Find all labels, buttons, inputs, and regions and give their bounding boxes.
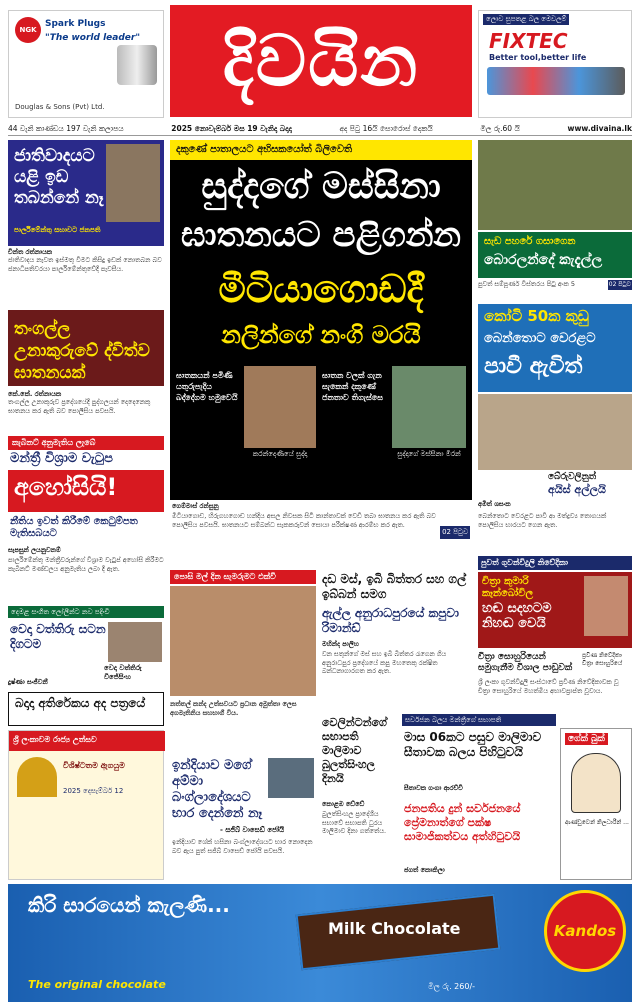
beef-author: මහින්ද පාලිහ (322, 640, 359, 648)
story-festival[interactable] (170, 570, 316, 750)
beef-headline2: ඇල්ල අනුරාධපුරයේ කපුවා රිමාන්ඩ් (322, 606, 459, 635)
bentota-caption1: බේරුවලිනුත් (548, 472, 597, 482)
racism-author: චින්ත රත්නායක (8, 248, 53, 256)
bentota-hl2: බෙන්තොට වෙරළට (484, 331, 596, 346)
ngk-ad[interactable] (8, 10, 164, 118)
vedda-photo (108, 622, 162, 662)
buddhist-event-ad[interactable] (8, 730, 164, 880)
sitawaka-kicker: සර්වජන බලය මන්ත්‍රීගේ සභාපති (402, 714, 556, 726)
premnath-author: ජගත් කොකිලා (404, 866, 445, 874)
cartoon-title: ගේක් බුක් (565, 733, 608, 745)
chitra-name: ප්‍රවීණ නිවේදිකා චිත්‍රා සොහුරියේ (582, 652, 623, 667)
fixtec-top: ලොව සුපතළ බල මෙවලම් (483, 14, 569, 25)
main-caption1: ඝාතකයන් පමිණි යතුරුපැදිය බද්දේගම හමුවෙයි (176, 371, 238, 402)
festival-tag: පොසි මල් දින සැමරුමට එක්වී (170, 570, 316, 584)
suspect-photo-1 (244, 366, 316, 448)
kandos-ad[interactable] (8, 884, 632, 1002)
story-premnath[interactable] (402, 800, 556, 880)
chitra-hl2: හඬ සදහටම නිහඬ වෙයි (482, 601, 552, 631)
drug-packs-photo (478, 394, 632, 470)
story-vedda[interactable] (8, 606, 164, 690)
story-racism[interactable] (8, 140, 164, 273)
chitra-kicker: පුවත් ගුවන්විදුලි නිවේදිකා (478, 556, 632, 570)
boralanda-body: පුවත් සම්පූර්ණ විස්තරය පිටු අංක 5 (478, 280, 576, 288)
boralanda-hl1: සැඩ පහරේ ගසාගෙන (484, 236, 576, 247)
vedda-kicker: දෙමළ සංගීත ලෝලීන්ට නව පදිංචි (8, 606, 164, 618)
pension-author: සැපසුන් ලයනුවනම් (8, 546, 61, 554)
tangalle-headline-box (8, 310, 164, 386)
main-line4: නලින්ගේ නංගි මරයි (221, 321, 421, 349)
chitra-headline-box (478, 572, 632, 648)
main-line1: සුද්දගේ මස්සිනා (201, 166, 441, 207)
tangalle-body: තංගල්ල උනාකුරුව ප්‍රදේශයේදී පුද්ගලයන් දෙදෙනෙකු ඝාතනය කර ඇති බව පොලීසිය පවසයි. (8, 398, 151, 415)
bentota-caption2: අයිස් අල්ලයි (548, 483, 606, 496)
date: 2025 නොවැම්බර් මස 19 වැනිදා බදාදා (171, 123, 292, 133)
racism-headline-box (8, 140, 164, 246)
kandos-headline: කිරි සාරයෙන් කැලණි... (28, 893, 230, 917)
story-boralanda[interactable] (478, 140, 632, 300)
story-tangalle[interactable] (8, 310, 164, 415)
price: මිල රු.60 යි (480, 123, 520, 133)
ngk-company: Douglas & Sons (Pvt) Ltd. (15, 103, 105, 111)
pension-headline: මන්ත්‍රී විශ්‍රාම වැටුප (10, 451, 113, 466)
supplement-headline: බදාදා අතිරේකය අද පත්‍රයේ (15, 696, 146, 710)
beef-body: වන සතුන්ගේ මස් සහ ඉබි බිත්තර රැගෙන ගිය අනුරාධපුර ප්‍රදේශයේ කපු මහතෙකු රක්ෂිත බන්ධනාගාරගත කර ඇත. (322, 650, 447, 675)
premnath-headline: ජනපතිය දුන් සර්වජනයේ ප්‍රේමනාත්ගේ පක්ෂ සාමාජිකත්වය අත්හිටුවයි (404, 802, 521, 843)
pages: අද පිටු 16යි සොරොස් දෙකයි (339, 123, 433, 133)
pension-kicker: කැබිනට් අනුමැතිය ලැබේ (8, 436, 164, 450)
cartoon[interactable] (560, 728, 632, 880)
kandos-logo-icon (544, 890, 626, 972)
story-india[interactable] (170, 754, 316, 880)
supplement-box[interactable] (8, 692, 164, 726)
story-beef[interactable] (320, 570, 472, 710)
vedda-author: දුෂ්ණා සංජීවනී (8, 678, 48, 686)
main-body-area[interactable] (170, 500, 472, 562)
fixtec-brand: FIXTEC (489, 29, 568, 53)
kandos-tagline: The original chocolate (28, 978, 166, 991)
ngk-logo-icon: NGK (15, 17, 41, 43)
bentota-hl3: පාවී ඇවිත් (484, 354, 583, 379)
fixtec-ad[interactable] (478, 10, 632, 118)
malimawa-body: බුලත්සිංහල ප්‍රාදේශීය සභාවේ සභාපති ධුරය මාලිමාව දිනා ගත්තේය. (322, 810, 387, 835)
main-caption2: ඝාතන වලක් ගැන සැකෙන් දකුණේ ජනතාව තිගැස්සෙ (322, 371, 383, 402)
event-title: විශිෂ්ටතම ඇගයුම (63, 761, 125, 770)
president-photo (106, 144, 160, 222)
hasina-photo (268, 758, 314, 798)
vedda-headline: වෙදා වත්තිරු සටන දිගටම (10, 622, 106, 651)
cartoon-figure-icon (571, 753, 621, 813)
chitra-sub: චිත්‍රා සොහුරියෙන් සමුගැනීම විශාල පාඩුවක් (478, 652, 573, 673)
event-date: 2025 දෙසැම්බර් 12 (63, 787, 124, 795)
bentota-hl1: කෝටි 50ක කුඩු (484, 307, 589, 325)
sitawaka-headline: මාස 06කට පසුව මාලිමාව සීතාවක බලය පිහිටුවයි (404, 730, 542, 759)
pension-sub: නීතිය ඉවත් කිරීමේ කෙටුම්පත මැතිසබයට (10, 516, 138, 539)
chitra-body: ශ්‍රී ලංකා ගුවන්විදුලි සංස්ථාවේ ප්‍රවීණ නිවේදිකාවක වූ චිත්‍රා සොහුරියේ මහත්මිය අභාවප්‍රාප්ත වූවාය. (478, 678, 619, 695)
main-story[interactable] (170, 140, 472, 500)
story-malimawa[interactable] (320, 714, 400, 880)
festival-photo (170, 586, 316, 696)
racism-body: ජාතිවාදය නැවත ඉස්මතු වීමට කිසිදු ඉඩක් නොතබන බව ජනාධිපතිවරයා පාර්ලිමේන්තුවේදී පැවසීය. (8, 256, 162, 273)
pension-abolished: අහෝසියි! (14, 473, 118, 501)
india-body: ඉන්දියාව ශේක් හසිනා බංග්ලාදේශයට භාර නොදෙන බව ඇය පුත් සජිබ් වාසෙඩ් ජෝයි පවසයි. (172, 838, 313, 855)
cartoon-speech: ආණ්ඩුවෙන් නිලධාරීන් ... (565, 819, 629, 826)
story-bentota[interactable] (478, 304, 632, 510)
volume: 44 වැනි කාණ්ඩය 197 වැනි කලාපය (8, 123, 124, 133)
kandos-logo-text: Kandos (553, 922, 617, 940)
main-line3: මීටියාගොඩදී (218, 267, 424, 311)
main-body: මීටියාගොඩ, හිරුගහගොඩ හන්දිය අසල නිවසක සිටි කාන්තාවක් වෙඩි තබා ඝාතනය කර ඇති බව පොලීසිය පවසයි. ඝාතනයට සම්බන්ධ සැකකරුවන් සොයා පරීක්ෂණ ආරම්භ කර ඇත. (172, 512, 436, 529)
racism-headline: ජාතිවාදයට යළි ඉඩ තබන්නේ නෑ (14, 146, 104, 208)
boralanda-page[interactable]: 02 පිටුව (608, 281, 631, 288)
main-page[interactable]: 02 පිටුව (440, 526, 470, 539)
tangalle-headline: තංගල්ල උනාකුරුවේ ද්විත්ව ඝාතනයක් (14, 319, 150, 383)
ngk-product: Spark Plugs (45, 19, 106, 29)
bentota-author: අමිත් ශසංක (478, 500, 511, 508)
main-kicker: දකුණේ පාතාලයට අභිසකයෝත් බිලිවෙති (170, 140, 472, 160)
pension-body: පාර්ලිමේන්තු මන්ත්‍රීවරුන්ගේ විශ්‍රාම වැටුප් අහෝසි කිරීමට කැබිනට් මණ්ඩලය අනුමැතිය ලබා දී ඇත. (8, 556, 164, 573)
beef-headline: දඩ මස්, ඉබි බිත්තර සහ ගල් ඉබ්බන් සමග (322, 572, 467, 601)
main-author: ගෙම්මාස් රන්සුනු (172, 502, 219, 510)
malimawa-author: කොළඹ ඩේඩේ (322, 800, 365, 808)
website[interactable]: www.divaina.lk (567, 124, 632, 133)
india-headline: ඉන්දියාව මගේ අම්මා බංග්ලාදේශයට භාර දෙන්නේ නෑ (172, 758, 263, 821)
chitra-photo (584, 576, 628, 636)
power-tools-icon (487, 67, 625, 95)
bentota-body: බෙන්තොට වෙරළට පාවී ආ මත්ද්‍රව්‍ය තොගයක් පොලිසිය භාරයට ගෙන ඇත. (478, 512, 607, 529)
event-headline: ශ්‍රී ලංකාවම රාජ්‍ය උත්සව (9, 731, 165, 751)
vedda-name: වෙදා වත්තිරු විජේසිංහ (104, 664, 142, 681)
dateline (8, 122, 632, 136)
masthead-title: දිවයින (222, 19, 420, 102)
suspect-name-1: කරන්දෙණියේ සුද්දා (252, 450, 308, 458)
india-quote: - සජිබ් වාසෙඩ් ජෝයි (220, 826, 285, 834)
temple-icon (17, 757, 57, 797)
fixtec-slogan: Better tool,better life (489, 53, 587, 62)
kandos-price: මිල රු. 260/- (428, 982, 476, 991)
masthead[interactable] (170, 5, 472, 117)
sitawaka-author: සීතාවක ගංගා ආරච්චි (404, 784, 463, 792)
racism-sub: පාර්ලිමේන්තු සභාවට ජනපති (14, 226, 101, 234)
story-pension[interactable] (8, 436, 164, 604)
kandos-product: Milk Chocolate (328, 919, 461, 938)
boralanda-headline-box (478, 232, 632, 278)
bentota-headline-box (478, 304, 632, 392)
boralanda-hl2: බොරලන්දේ කැදැල්ල (484, 252, 603, 268)
suspect-name-2: සුද්දාගේ මස්සිනා මීරන් (397, 450, 461, 458)
suspect-photo-2 (392, 366, 466, 448)
story-chitra[interactable] (478, 556, 632, 716)
story-sitawaka[interactable] (402, 714, 556, 798)
chitra-hl1: චිත්‍රා කුමාරි කෑන්බෝවිල (482, 576, 534, 599)
pension-abolished-box (8, 470, 164, 512)
ngk-slogan: "The world leader" (45, 33, 141, 43)
spark-plug-icon (117, 45, 157, 85)
tangalle-author: කේ.කේ. රත්නායක (8, 390, 62, 398)
festival-caption: නත්තල් කන්ද උත්සවයට ප්‍රධාන අමුත්තා ලෙස අගමැතිනිය සහභාගී විය. (170, 700, 297, 717)
malimawa-headline: වෙලින්ටන්ගේ සභාපති මාලිමාව බුලත්සිංහල දිනයි (322, 716, 387, 785)
soldier-photo (478, 140, 632, 230)
main-line2: ඝාතනයට පළිගන්න (180, 215, 462, 255)
